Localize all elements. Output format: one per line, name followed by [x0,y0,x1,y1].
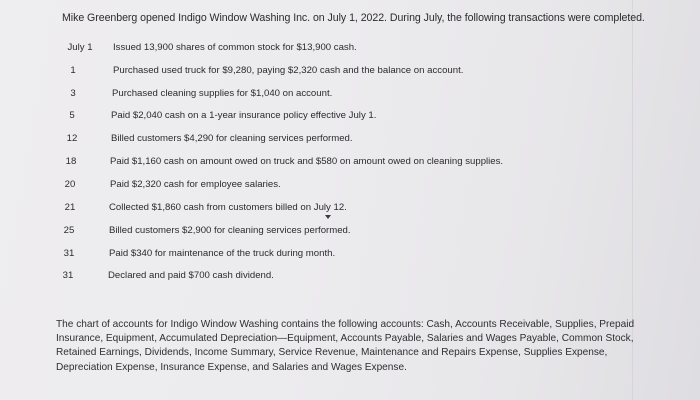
transaction-description: Purchased used truck for $9,280, paying $2,320 cash and the balance on account. [113,65,464,76]
transaction-date: 1 [70,65,76,76]
transaction-date: 3 [70,88,76,99]
transaction-date: 12 [66,133,78,144]
transaction-description: Collected $1,860 cash from customers billed on July 12. [109,202,347,213]
transaction-date: 31 [62,270,74,281]
transaction-date: 21 [64,202,76,213]
intro-text: Mike Greenberg opened Indigo Window Washing Inc. on July 1, 2022. During July, the following transactions were completed. [62,12,645,24]
transaction-description: Paid $1,160 cash on amount owed on truck and $580 on amount owed on cleaning supplies. [110,156,504,167]
transaction-description: Issued 13,900 shares of common stock for $13,900 cash. [113,42,357,53]
cursor-icon [325,215,331,219]
transaction-date: 18 [65,156,77,167]
transaction-date: 5 [69,110,75,121]
transaction-description: Paid $2,040 cash on a 1-year insurance policy effective July 1. [111,110,377,121]
transaction-description: Declared and paid $700 cash dividend. [108,270,274,281]
transaction-description: Purchased cleaning supplies for $1,040 on account. [112,88,333,99]
transaction-date: 31 [63,248,75,259]
transaction-description: Billed customers $4,290 for cleaning services performed. [111,133,353,144]
transaction-date: 20 [64,179,76,190]
transaction-date: July 1 [67,42,93,53]
transaction-description: Billed customers $2,900 for cleaning services performed. [109,225,351,236]
transaction-description: Paid $340 for maintenance of the truck during month. [109,248,336,259]
transaction-description: Paid $2,320 cash for employee salaries. [110,179,281,190]
chart-of-accounts-paragraph: The chart of accounts for Indigo Window Washing contains the following accounts: Cash, Accounts Receivable, Supplies, Prepaid Insurance, Equipment, Accumulated Depreciation—Equipment, Accounts Payable, Salaries and Wages Payable, Common Stock, Retained Earnings, Dividends, Income Summary, Service Revenue, Maintenance and Repairs Expense, Supplies Expense, Depreciation Expense, Insurance Expense, and Salaries and Wages Expense. [56,319,635,373]
transaction-date: 25 [63,225,75,236]
